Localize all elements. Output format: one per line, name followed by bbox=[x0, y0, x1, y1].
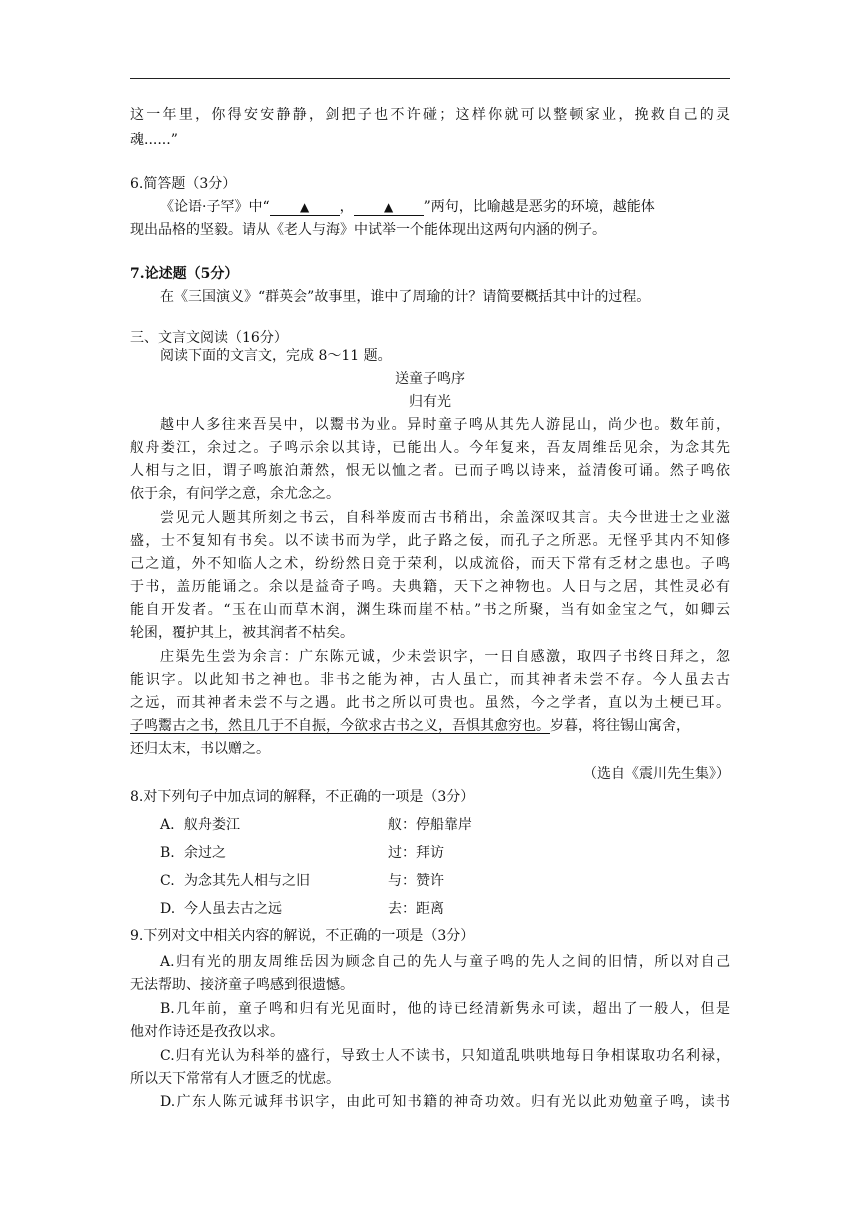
passage-line: 轮囷，覆护其上，被其润者不枯矣。 bbox=[130, 625, 354, 641]
passage-title: 送童子鸣序 bbox=[395, 371, 465, 387]
q6-text-post: ”两句，比喻越是恶劣的环境，越能体 bbox=[423, 199, 655, 215]
text-line: 这一年里，你得安安静静，剑把子也不许碰；这样你就可以整顿家业，挽救自己的灵 bbox=[130, 107, 730, 123]
answer-blank[interactable] bbox=[354, 199, 424, 216]
triangle-icon: ▲ bbox=[383, 200, 394, 214]
q9-option-c-cont: 所以天下常常有人才匮乏的忧虑。 bbox=[130, 1071, 340, 1087]
passage-line: 盛，士不复知有书矣。以不读书而为学，此子路之佞，而孔子之所恶。无怪乎其内不知修 bbox=[130, 533, 730, 549]
question-7-heading: 7.论述题（5分） bbox=[130, 266, 239, 282]
q9-option-a-cont: 无法帮助、接济童子鸣感到很遗憾。 bbox=[130, 977, 354, 993]
passage-text: 岁暮，将往锡山寓舍， bbox=[550, 718, 690, 734]
passage-line: 之远，而其神者未尝不与之遇。此书之所以可贵也。虽然，今之学者，直以为土梗已耳。 bbox=[130, 695, 730, 711]
option-c-text: 为念其先人相与之旧 bbox=[184, 873, 310, 889]
option-b-text: 余过之 bbox=[184, 845, 226, 861]
passage-line: 尝见元人题其所刻之书云，自科举废而古书稍出，余盖深叹其言。夫今世进士之业滋 bbox=[160, 510, 730, 526]
passage-line-underlined bbox=[130, 715, 730, 738]
question-6-heading: 6.简答题（3分） bbox=[130, 176, 237, 192]
passage-line: 人相与之旧，谓子鸣旅泊萧然，恨无以恤之者。已而子鸣以诗来，益清俊可诵。然子鸣依 bbox=[130, 463, 730, 479]
question-7-body: 在《三国演义》“群英会”故事里，谁中了周瑜的计？请简要概括其中计的过程。 bbox=[160, 289, 651, 305]
section-3-instruction: 阅读下面的文言文，完成 8～11 题。 bbox=[160, 348, 392, 364]
passage-line: 能识字。以此知书之神也。非书之能为神，古人虽亡，而其神者未尝不存。今人虽去古 bbox=[130, 672, 730, 688]
q9-option-a: A.归有光的朋友周维岳因为顾念自己的先人与童子鸣的先人之间的旧情，所以对自己 bbox=[160, 954, 730, 970]
option-a-text: 舣舟娄江 bbox=[184, 817, 240, 833]
option-d-gloss: 去：距离 bbox=[388, 901, 444, 917]
q9-option-b: B.几年前，童子鸣和归有光见面时，他的诗已经清新隽永可读，超出了一般人，但是 bbox=[160, 1001, 730, 1017]
passage-line: 己之道，外不知临人之术，纷纷然日竞于荣利，以成流俗，而天下常有乏材之患也。子鸣 bbox=[130, 556, 730, 572]
q6-text-mid: ， bbox=[339, 199, 354, 215]
option-d-text: 今人虽去古之远 bbox=[184, 901, 282, 917]
q9-option-b-cont: 他对作诗还是孜孜以求。 bbox=[130, 1024, 284, 1040]
header-rule bbox=[130, 78, 730, 79]
option-d-letter: D. bbox=[160, 901, 176, 917]
passage-author: 归有光 bbox=[409, 394, 451, 410]
option-c-letter: C. bbox=[160, 873, 175, 889]
option-a-gloss: 舣：停船靠岸 bbox=[388, 817, 472, 833]
q6-text-pre: 《论语·子罕》中“ bbox=[160, 199, 270, 215]
question-8-heading: 8.对下列句子中加点词的解释，不正确的一项是（3分） bbox=[130, 789, 475, 805]
passage-source: （选自《震川先生集》） bbox=[583, 766, 730, 782]
option-b-gloss: 过：拜访 bbox=[388, 845, 444, 861]
passage-line: 还归太末，书以赠之。 bbox=[130, 741, 270, 757]
question-6-body bbox=[160, 196, 730, 219]
option-b-letter: B. bbox=[160, 845, 175, 861]
passage-line: 能自开发者。“玉在山而草木润，渊生珠而崖不枯。”书之所聚，当有如金宝之气，如卿云 bbox=[130, 602, 730, 618]
passage-line: 庄渠先生尝为余言：广东陈元诚，少未尝识字，一日自感激，取四子书终日拜之，忽 bbox=[160, 649, 730, 665]
q9-option-c: C.归有光认为科举的盛行，导致士人不读书，只知道乱哄哄地每日争相谋取功名利禄， bbox=[160, 1048, 730, 1064]
passage-line: 舣舟娄江，余过之。子鸣示余以其诗，已能出人。今年复来，吾友周维岳见余，为念其先 bbox=[130, 440, 730, 456]
passage-line: 越中人多往来吾吴中，以鬻书为业。异时童子鸣从其先人游昆山，尚少也。数年前， bbox=[160, 417, 730, 433]
underlined-sentence: 子鸣鬻古之书，然且几于不自振，今欲求古书之义，吾惧其愈穷也。 bbox=[130, 718, 550, 734]
answer-blank[interactable] bbox=[270, 199, 340, 216]
text-line: 魂......” bbox=[130, 132, 178, 148]
passage-line: 于书，盖历能诵之。余以是益奇子鸣。夫典籍，天下之神物也。人日与之居，其性灵必有 bbox=[130, 579, 730, 595]
option-c-gloss: 与：赞许 bbox=[388, 873, 444, 889]
triangle-icon: ▲ bbox=[299, 200, 310, 214]
section-3-heading: 三、文言文阅读（16分） bbox=[130, 330, 288, 346]
question-6-body-line2: 现出品格的坚毅。请从《老人与海》中试举一个能体现出这两句内涵的例子。 bbox=[130, 222, 606, 238]
q9-option-d: D.广东人陈元诚拜书识字，由此可知书籍的神奇功效。归有光以此劝勉童子鸣，读书 bbox=[160, 1094, 730, 1110]
option-a-letter: A. bbox=[160, 817, 175, 833]
passage-line: 依于余，有问学之意，余尤念之。 bbox=[130, 486, 340, 502]
question-9-heading: 9.下列对文中相关内容的解说，不正确的一项是（3分） bbox=[130, 928, 475, 944]
